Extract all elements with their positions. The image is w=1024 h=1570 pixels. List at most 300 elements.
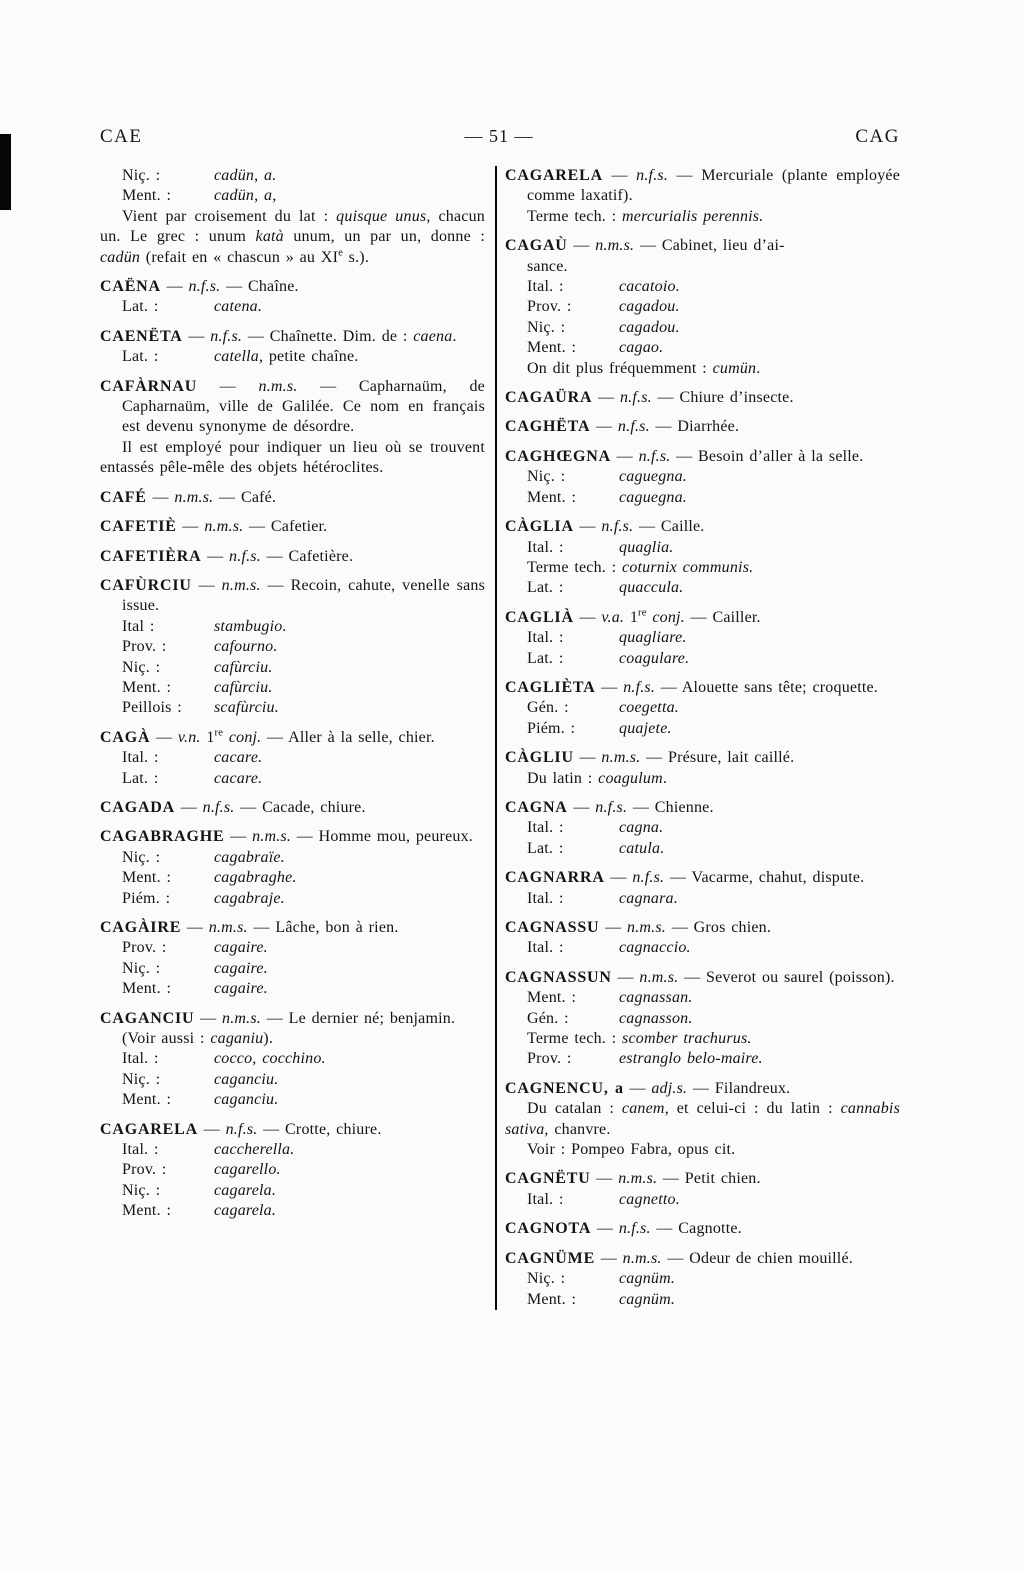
dictionary-entry bbox=[100, 576, 485, 617]
headword: CAGANCIU bbox=[100, 1009, 195, 1027]
dialect-value bbox=[214, 1161, 281, 1178]
headword: CAGNOTA bbox=[505, 1220, 592, 1238]
entry-paragraph bbox=[527, 558, 900, 578]
text-run: sance. bbox=[527, 257, 568, 275]
text-run: — bbox=[573, 749, 602, 767]
text-run: 1 bbox=[624, 608, 639, 626]
text-run: — Cailler. bbox=[684, 608, 761, 626]
dictionary-entry bbox=[100, 377, 485, 438]
dialect-line bbox=[122, 347, 485, 367]
text-run: — bbox=[175, 798, 203, 816]
text-run: — Présure, lait caillé. bbox=[640, 749, 795, 767]
dialect-label: Ital : bbox=[122, 617, 155, 635]
dialect-label: Piém. : bbox=[122, 889, 171, 907]
headword: CAGNËTU bbox=[505, 1170, 591, 1188]
dialect-label: Lat. : bbox=[527, 649, 564, 667]
dialect-line bbox=[122, 889, 485, 909]
dialect-value bbox=[619, 298, 680, 315]
text-run: n.f.s. bbox=[229, 547, 261, 565]
dialect-label: Niç. : bbox=[122, 1181, 161, 1199]
dialect-value bbox=[214, 298, 262, 315]
text-run: cagadou. bbox=[619, 298, 680, 316]
dialect-value bbox=[214, 1091, 278, 1108]
text-run: caguegna. bbox=[619, 488, 688, 506]
dictionary-entry bbox=[100, 798, 485, 818]
column-divider bbox=[495, 166, 497, 1310]
dialect-value bbox=[214, 1050, 326, 1067]
headword: CAGADA bbox=[100, 798, 176, 816]
text-run: n.f.s. bbox=[638, 447, 671, 465]
text-run: — Severot ou saurel (poisson). bbox=[678, 968, 895, 986]
text-run: cadün, a. bbox=[214, 167, 277, 184]
dialect-value bbox=[214, 939, 268, 956]
dialect-line bbox=[527, 649, 900, 669]
dialect-value bbox=[214, 1141, 294, 1158]
dictionary-entry bbox=[100, 517, 485, 537]
text-run: scomber trachurus. bbox=[622, 1030, 752, 1048]
text-run: scafùrciu. bbox=[214, 699, 279, 717]
text-run: — Aller à la selle, chier. bbox=[261, 728, 435, 746]
dialect-label: Ment. : bbox=[122, 1202, 172, 1220]
header-guideword-right: CAG bbox=[855, 126, 900, 147]
dialect-label: Ital. : bbox=[527, 1190, 564, 1208]
right-column bbox=[505, 166, 900, 1310]
dialect-line bbox=[122, 166, 485, 186]
text-run: Voir : Pompeo Fabra, opus cit. bbox=[527, 1141, 736, 1159]
dialect-label: Ment. : bbox=[122, 187, 172, 205]
text-run: Vient par croisement du lat : bbox=[122, 207, 337, 225]
text-run: — bbox=[611, 968, 640, 986]
dialect-label: Ital. : bbox=[527, 629, 564, 647]
headword: CAGLIÀ bbox=[505, 608, 574, 626]
text-run: n.f.s. bbox=[225, 1120, 258, 1138]
text-run: caena bbox=[413, 327, 453, 345]
text-run: — Alouette sans tête; croquette. bbox=[655, 678, 878, 696]
text-run: — bbox=[591, 1220, 619, 1238]
text-run: cagarello. bbox=[214, 1161, 281, 1179]
text-run: cagarela. bbox=[214, 1181, 277, 1199]
text-run: — bbox=[623, 1079, 652, 1097]
text-run: — Chienne. bbox=[627, 798, 714, 816]
dialect-value bbox=[214, 770, 262, 787]
text-run: , et celui-ci : du latin : bbox=[664, 1100, 841, 1118]
dialect-value bbox=[619, 468, 687, 485]
text-run: n.f.s. bbox=[202, 798, 235, 816]
dialect-value bbox=[214, 1071, 278, 1088]
dialect-value bbox=[214, 659, 273, 676]
headword: CAGAÙ bbox=[505, 237, 568, 255]
text-run: cagaire. bbox=[214, 959, 268, 977]
dialect-label: Peillois : bbox=[122, 699, 182, 717]
dialect-line bbox=[527, 938, 900, 958]
text-run: s.). bbox=[342, 248, 370, 266]
text-run: catula. bbox=[619, 839, 665, 857]
dialect-label: Ment. : bbox=[122, 869, 172, 887]
text-run: cadün, a, bbox=[214, 187, 277, 205]
dialect-line bbox=[122, 1181, 485, 1201]
dialect-label: Ital. : bbox=[122, 1141, 159, 1159]
headword: CÀGLIA bbox=[505, 518, 574, 536]
text-run: n.f.s. bbox=[632, 869, 665, 887]
dialect-value bbox=[214, 699, 279, 716]
dialect-line bbox=[527, 578, 900, 598]
headword: CAGHËTA bbox=[505, 418, 591, 436]
text-run: conj. bbox=[652, 608, 685, 626]
text-run: cumün bbox=[712, 359, 757, 377]
dialect-label: Lat. : bbox=[122, 298, 159, 316]
text-run: — bbox=[191, 576, 222, 594]
dialect-label: Prov. : bbox=[527, 1050, 572, 1068]
text-run: — Cafetière. bbox=[260, 547, 354, 565]
headword: CAFÀRNAU bbox=[100, 377, 198, 395]
text-run: — bbox=[146, 488, 175, 506]
text-run: — Petit chien. bbox=[657, 1170, 761, 1188]
text-run: — bbox=[160, 278, 189, 296]
text-run: n.f.s. bbox=[210, 327, 243, 345]
dialect-label: Niç. : bbox=[527, 318, 566, 336]
dialect-line bbox=[122, 848, 485, 868]
text-run: — Crotte, chiure. bbox=[257, 1120, 382, 1138]
dialect-label: Ment. : bbox=[122, 980, 172, 998]
headword: CAGÀ bbox=[100, 728, 151, 746]
dialect-label: Ment. : bbox=[527, 488, 577, 506]
dialect-line bbox=[527, 338, 900, 358]
page-header bbox=[100, 126, 900, 147]
text-run: n.f.s. bbox=[617, 418, 650, 436]
dialect-line bbox=[122, 769, 485, 789]
dialect-label: Lat. : bbox=[122, 348, 159, 366]
dialect-line bbox=[527, 988, 900, 1008]
dictionary-entry bbox=[505, 1169, 900, 1189]
dialect-label: Ital. : bbox=[527, 819, 564, 837]
headword: CAFETIÈ bbox=[100, 518, 177, 536]
dialect-label: Lat. : bbox=[122, 769, 159, 787]
text-run: n.f.s. bbox=[188, 278, 221, 296]
text-run: — Diarrhée. bbox=[649, 418, 740, 436]
headword: CÀGLIU bbox=[505, 749, 574, 767]
dictionary-entry bbox=[505, 236, 900, 277]
text-run: — Besoin d’aller à la selle. bbox=[670, 447, 864, 465]
text-run: — Chaîne. bbox=[220, 278, 299, 296]
entry-paragraph bbox=[527, 359, 900, 379]
dictionary-entry bbox=[505, 968, 900, 988]
dialect-value bbox=[619, 1270, 675, 1287]
page-number: — 51 — bbox=[464, 126, 534, 146]
text-run: coturnix communis. bbox=[622, 558, 754, 576]
dialect-line bbox=[527, 839, 900, 859]
text-run: n.f.s. bbox=[623, 678, 656, 696]
dictionary-entry bbox=[505, 918, 900, 938]
text-run: re bbox=[638, 607, 647, 619]
text-run: Du latin : bbox=[527, 769, 599, 787]
header-guideword-left: CAE bbox=[100, 126, 143, 147]
dictionary-entry bbox=[505, 1249, 900, 1269]
text-run: , petite chaîne. bbox=[258, 348, 359, 366]
text-run: n.m.s. bbox=[622, 1249, 662, 1267]
headword: CAGNASSU bbox=[505, 919, 600, 936]
entry-paragraph bbox=[527, 1029, 900, 1049]
dialect-label: Prov. : bbox=[122, 638, 167, 656]
text-run: — Gros chien. bbox=[666, 919, 772, 936]
text-run: n.m.s. bbox=[627, 919, 667, 936]
dialect-label: Prov. : bbox=[122, 1161, 167, 1179]
text-run: quisque unus bbox=[336, 207, 427, 225]
text-run: — Mercuriale (plante employée comme laxatif). bbox=[527, 167, 900, 205]
text-run: cafùrciu. bbox=[214, 658, 273, 676]
dialect-value bbox=[214, 1202, 276, 1219]
dialect-value bbox=[619, 1291, 675, 1308]
text-run: cacatoio. bbox=[619, 278, 680, 296]
text-run: — Cagnotte. bbox=[650, 1220, 742, 1238]
text-run: cafùrciu. bbox=[214, 678, 273, 696]
text-run: caguegna. bbox=[619, 468, 688, 486]
text-run: cagnassan. bbox=[619, 989, 693, 1007]
text-run: caccherella. bbox=[214, 1141, 295, 1159]
scan-artifact-mark bbox=[0, 134, 11, 210]
text-run: (refait en « chascun » au XI bbox=[140, 248, 339, 266]
dialect-label: Ital. : bbox=[527, 538, 564, 556]
dialect-line bbox=[122, 959, 485, 979]
dialect-label: Piém. : bbox=[527, 719, 576, 737]
text-run: cagarela. bbox=[214, 1202, 277, 1220]
dialect-label: Niç. : bbox=[527, 1270, 566, 1288]
text-run: . bbox=[452, 327, 457, 345]
dialect-line bbox=[122, 1160, 485, 1180]
headword: CAGABRAGHE bbox=[100, 828, 225, 846]
text-run: — Filandreux. bbox=[687, 1079, 791, 1097]
dialect-value bbox=[619, 989, 693, 1006]
dialect-label: Ment. : bbox=[122, 1091, 172, 1109]
dialect-value bbox=[619, 819, 663, 836]
text-run: n.m.s. bbox=[208, 919, 248, 936]
dialect-label: Lat. : bbox=[527, 579, 564, 597]
dialect-line bbox=[122, 297, 485, 317]
text-run: — Café. bbox=[213, 488, 277, 506]
text-run: ). bbox=[263, 1030, 274, 1048]
headword: CAGARELA bbox=[100, 1120, 198, 1138]
headword: CAGAÜRA bbox=[505, 389, 593, 407]
dialect-label: Ment. : bbox=[122, 678, 172, 696]
text-run: — bbox=[590, 418, 618, 436]
dialect-value bbox=[214, 618, 287, 635]
headword: CAËNA bbox=[100, 278, 161, 296]
headword: CAGLIÈTA bbox=[505, 678, 596, 696]
text-run: stambugio. bbox=[214, 617, 287, 635]
dialect-line bbox=[527, 1009, 900, 1029]
text-run: — Cafetier. bbox=[243, 518, 328, 536]
dictionary-entry bbox=[505, 517, 900, 537]
text-run: — bbox=[602, 167, 637, 184]
text-run: cadün bbox=[100, 248, 141, 266]
dialect-line bbox=[122, 658, 485, 678]
headword: CAENËTA bbox=[100, 327, 183, 345]
text-run: — bbox=[590, 1170, 619, 1188]
dictionary-entry bbox=[100, 547, 485, 567]
text-run: cagabraïe. bbox=[214, 848, 285, 866]
headword: CAGNASSUN bbox=[505, 968, 612, 986]
dictionary-entry bbox=[100, 277, 485, 297]
text-run: — Lâche, bon à rien. bbox=[247, 919, 399, 936]
dictionary-entry bbox=[100, 1120, 485, 1140]
text-run: conj. bbox=[228, 728, 262, 746]
dialect-value bbox=[214, 960, 268, 977]
text-run: quaccula. bbox=[619, 579, 684, 597]
entry-paragraph bbox=[527, 207, 900, 227]
dialect-label: Ment. : bbox=[527, 339, 577, 357]
dialect-value bbox=[619, 1050, 763, 1067]
headword: CAFÉ bbox=[100, 488, 147, 506]
dialect-value bbox=[619, 1191, 680, 1208]
text-run: — Chaînette. Dim. de : bbox=[242, 327, 414, 345]
dialect-label: Niç. : bbox=[122, 1070, 161, 1088]
dialect-label: Lat. : bbox=[527, 839, 564, 857]
dialect-line bbox=[527, 318, 900, 338]
dictionary-entry bbox=[505, 678, 900, 698]
text-run: — bbox=[604, 869, 633, 887]
text-run: cacare. bbox=[214, 749, 263, 767]
text-run: cagnara. bbox=[619, 889, 678, 907]
dialect-value bbox=[214, 869, 297, 886]
text-run: cacare. bbox=[214, 769, 263, 787]
dictionary-entry bbox=[505, 1079, 900, 1099]
dialect-line bbox=[527, 1269, 900, 1289]
text-run: — bbox=[197, 377, 259, 395]
dialect-label: Niç. : bbox=[527, 468, 566, 486]
dialect-label: Niç. : bbox=[122, 658, 161, 676]
dictionary-entry bbox=[505, 166, 900, 207]
dialect-value bbox=[619, 629, 687, 646]
text-run: — Vacarme, chahut, dispute. bbox=[664, 869, 865, 887]
text-run: — Odeur de chien mouillé. bbox=[661, 1249, 853, 1267]
text-run: re bbox=[214, 727, 224, 739]
text-run: n.m.s. bbox=[595, 237, 635, 255]
dictionary-entry bbox=[505, 868, 900, 888]
dialect-line bbox=[527, 277, 900, 297]
entry-paragraph bbox=[122, 1029, 485, 1049]
text-run: n.m.s. bbox=[222, 1009, 261, 1027]
dialect-value bbox=[619, 890, 678, 907]
text-run: n.m.s. bbox=[252, 828, 292, 846]
text-run: cagna. bbox=[619, 819, 664, 837]
dialect-value bbox=[214, 849, 285, 866]
dialect-value bbox=[214, 638, 278, 655]
text-run: — Caille. bbox=[633, 518, 705, 536]
dialect-line bbox=[122, 1049, 485, 1069]
dictionary-entry bbox=[100, 728, 485, 748]
text-run: cagnüm. bbox=[619, 1270, 676, 1288]
dialect-line bbox=[122, 1070, 485, 1090]
text-run: — bbox=[197, 1120, 226, 1138]
dialect-line bbox=[527, 297, 900, 317]
text-run: — bbox=[150, 728, 178, 746]
headword: CAGNA bbox=[505, 798, 568, 816]
headword: CAGARELA bbox=[505, 167, 603, 184]
text-run: quaglia. bbox=[619, 538, 674, 556]
text-run: n.f.s. bbox=[636, 167, 669, 184]
dialect-value bbox=[619, 650, 689, 667]
text-run: n.m.s. bbox=[204, 518, 244, 536]
headword: CAGÀIRE bbox=[100, 919, 182, 936]
text-run: Terme tech. : bbox=[527, 207, 623, 225]
dialect-line bbox=[122, 186, 485, 206]
dialect-line bbox=[527, 467, 900, 487]
dictionary-entry bbox=[505, 798, 900, 818]
two-column-body bbox=[100, 166, 900, 1310]
dialect-label: Niç. : bbox=[122, 848, 161, 866]
dialect-line bbox=[527, 889, 900, 909]
left-column bbox=[100, 166, 485, 1310]
text-run: n.m.s. bbox=[221, 576, 261, 594]
text-run: catella bbox=[214, 348, 259, 366]
text-run: cagao. bbox=[619, 339, 664, 357]
text-run: Du catalan : bbox=[527, 1100, 622, 1118]
text-run: cagabraje. bbox=[214, 889, 285, 907]
text-run: cocco, cocchino. bbox=[214, 1050, 326, 1068]
text-run: n.f.s. bbox=[595, 798, 628, 816]
dialect-value bbox=[619, 720, 672, 737]
dialect-value bbox=[619, 1010, 693, 1027]
dialect-line bbox=[527, 1049, 900, 1069]
text-run: — Le dernier né; benjamin. bbox=[261, 1009, 456, 1027]
text-run: coagulum bbox=[598, 769, 663, 787]
text-run: — bbox=[181, 919, 209, 936]
dictionary-entry bbox=[100, 918, 485, 938]
text-run: Il est employé pour indiquer un lieu où se trouvent entassés pêle-mêle des objets hétéroclites. bbox=[100, 438, 485, 477]
dialect-line bbox=[527, 538, 900, 558]
dialect-line bbox=[122, 637, 485, 657]
dialect-value bbox=[214, 167, 276, 184]
text-run: n.m.s. bbox=[601, 749, 641, 767]
headword: CAFÙRCIU bbox=[100, 576, 192, 594]
dictionary-entry bbox=[100, 327, 485, 347]
entry-paragraph bbox=[100, 438, 485, 479]
text-run: cagnetto. bbox=[619, 1190, 680, 1208]
text-run: cagnaccio. bbox=[619, 939, 691, 957]
text-run: catena. bbox=[214, 298, 263, 316]
text-run: — bbox=[567, 237, 596, 255]
dialect-line bbox=[122, 748, 485, 768]
text-run: — bbox=[201, 547, 230, 565]
dialect-label: Prov. : bbox=[122, 939, 167, 957]
text-run: cagnasson. bbox=[619, 1009, 693, 1027]
dialect-value bbox=[214, 980, 268, 997]
text-run: caganciu. bbox=[214, 1091, 279, 1109]
dictionary-entry bbox=[505, 447, 900, 467]
dialect-value bbox=[214, 348, 358, 365]
text-run: n.m.s. bbox=[174, 488, 214, 506]
text-run: n.f.s. bbox=[618, 1220, 651, 1238]
text-run: cagadou. bbox=[619, 318, 680, 336]
text-run: (Voir aussi : bbox=[122, 1030, 211, 1048]
dialect-line bbox=[527, 488, 900, 508]
headword: CAFETIÈRA bbox=[100, 547, 202, 565]
text-run: , chanvre. bbox=[544, 1120, 611, 1138]
text-run: n.m.s. bbox=[618, 1170, 658, 1188]
dictionary-entry bbox=[505, 388, 900, 408]
text-run: — bbox=[595, 1249, 623, 1267]
text-run: Terme tech. : bbox=[527, 1030, 623, 1048]
text-run: v.a. bbox=[601, 608, 625, 626]
text-run: n.f.s. bbox=[619, 389, 652, 407]
text-run: — bbox=[182, 327, 211, 345]
text-run: coegetta. bbox=[619, 699, 679, 717]
text-run: — Cabinet, lieu d’ai- bbox=[634, 237, 785, 255]
text-run: — bbox=[176, 518, 205, 536]
text-run: — Recoin, cahute, venelle sans issue. bbox=[122, 576, 485, 615]
dialect-value bbox=[619, 339, 663, 356]
dialect-label: Ment. : bbox=[527, 1290, 577, 1308]
dictionary-entry bbox=[100, 827, 485, 847]
